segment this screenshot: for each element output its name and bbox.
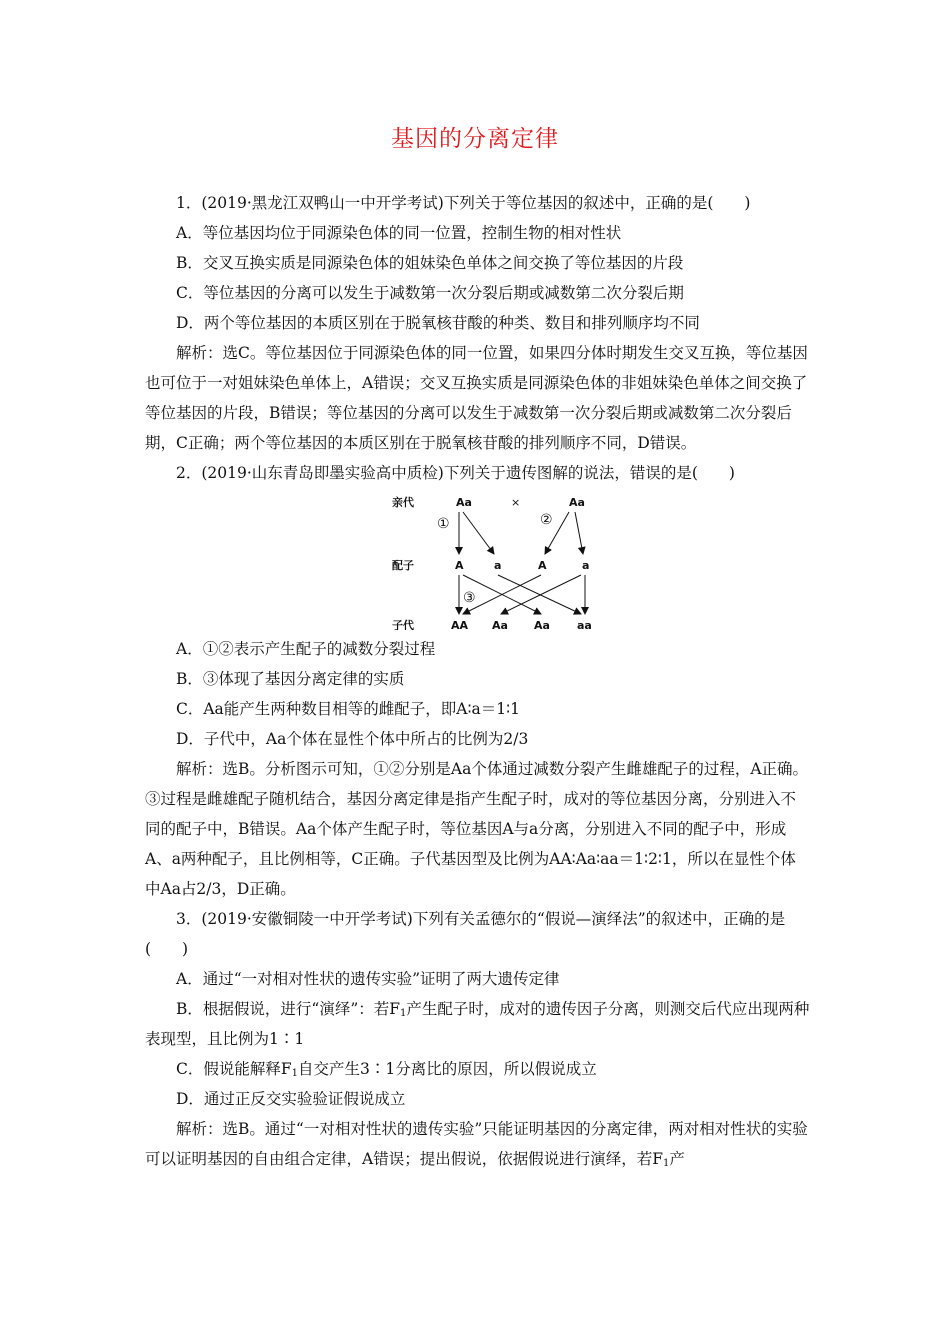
arrow-parent-left-to-a xyxy=(463,512,494,554)
document-body xyxy=(145,188,810,1174)
mark-1: ① xyxy=(437,516,450,532)
question-1-option-c: C．等位基因的分离可以发生于减数第一次分裂后期或减数第二次分裂后期 xyxy=(176,284,684,302)
question-2-option-d: D．子代中，Aa个体在显性个体中所占的比例为2/3 xyxy=(176,730,529,748)
row-label-offspring: 子代 xyxy=(392,619,414,630)
question-3-stem: 3．(2019·安徽铜陵一中开学考试)下列有关孟德尔的“假说—演绎法”的叙述中，正确的是( ) xyxy=(145,910,786,958)
genetic-cross-svg xyxy=(145,490,810,630)
question-3-option-a: A．通过“一对相对性状的遗传实验”证明了两大遗传定律 xyxy=(176,970,560,988)
parent-right: Aa xyxy=(569,496,585,509)
question-2-stem: 2．(2019·山东青岛即墨实验高中质检)下列关于遗传图解的说法，错误的是( ) xyxy=(176,464,735,482)
row-label-parents: 亲代 xyxy=(392,496,414,509)
option-b-text-2: 产生配子时，成对的遗传因子分离，则测交后代应出现两种表现型，且比例为1∶1 xyxy=(145,1000,810,1048)
page-title: 基因的分离定律 xyxy=(391,126,559,152)
mark-3: ③ xyxy=(463,590,476,606)
analysis-3-text-1: 解析：选B。通过“一对相对性状的遗传实验”只能证明基因的分离定律，两对相对性状的实验可以证明基因的自由组合定律，A错误；提出假说，依据假说进行演绎，若F xyxy=(145,1120,808,1168)
parent-left: Aa xyxy=(456,496,472,509)
question-3-option-d: D．通过正反交实验验证假说成立 xyxy=(176,1090,406,1108)
question-2-analysis: 解析：选B。分析图示可知，①②分别是Aa个体通过减数分裂产生雌雄配子的过程，A正确。③过程是雌雄配子随机结合，基因分离定律是指产生配子时，成对的等位基因分离，分别进入不同的配子中，B错误。Aa个体产生配子时，等位基因A与a分离，分别进入不同的配子中，形成A、a两种配子，且比例相等，C正确。子代基因型及比例为AA∶Aa∶aa＝1∶2∶1，所以在显性个体中Aa占2/3，D正确。 xyxy=(145,760,809,898)
row-label-gametes: 配子 xyxy=(392,559,414,572)
question-3-option-b xyxy=(145,994,810,1054)
gamete-1: A xyxy=(455,559,464,572)
option-b-text-1: B．根据假说，进行“演绎”：若F xyxy=(176,1000,400,1018)
gamete-3: A xyxy=(538,559,547,572)
analysis-3-subscript: 1 xyxy=(662,1158,670,1169)
offspring-4: aa xyxy=(577,619,592,630)
arrow-parent-right-to-a xyxy=(575,512,583,554)
question-1-option-d: D．两个等位基因的本质区别在于脱氧核苷酸的种类、数目和排列顺序均不同 xyxy=(176,314,700,332)
question-3-analysis xyxy=(145,1114,810,1174)
cross-symbol: × xyxy=(511,496,521,509)
option-c-text-1: C．假说能解释F xyxy=(176,1060,292,1078)
question-1-option-a: A．等位基因均位于同源染色体的同一位置，控制生物的相对性状 xyxy=(176,224,622,242)
gamete-4: a xyxy=(582,559,590,572)
question-1-analysis: 解析：选C。等位基因位于同源染色体的同一位置，如果四分体时期发生交叉互换，等位基因也可位于一对姐妹染色单体上，A错误；交叉互换实质是同源染色体的非姐妹染色单体之间交换了等位基因的片段，B错误；等位基因的分离可以发生于减数第一次分裂后期或减数第二次分裂后期，C正确；两个等位基因的本质区别在于脱氧核苷酸的排列顺序不同，D错误。 xyxy=(145,344,808,452)
genetic-cross-diagram xyxy=(145,490,810,630)
question-3-option-c xyxy=(145,1054,810,1084)
question-1-option-b: B．交叉互换实质是同源染色体的姐妹染色单体之间交换了等位基因的片段 xyxy=(176,254,684,272)
option-c-text-2: 自交产生3∶1分离比的原因，所以假说成立 xyxy=(298,1060,597,1078)
question-1-stem: 1．(2019·黑龙江双鸭山一中开学考试)下列关于等位基因的叙述中，正确的是( ) xyxy=(176,194,751,212)
gamete-2: a xyxy=(494,559,502,572)
offspring-1: AA xyxy=(451,619,469,630)
offspring-3: Aa xyxy=(534,619,550,630)
option-b-subscript: 1 xyxy=(400,1008,407,1019)
question-2-option-c: C．Aa能产生两种数目相等的雌配子，即A∶a＝1∶1 xyxy=(176,700,521,718)
question-2-option-b: B．③体现了基因分离定律的实质 xyxy=(176,670,405,688)
option-c-subscript: 1 xyxy=(291,1068,298,1079)
analysis-3-text-2: 产 xyxy=(669,1150,685,1168)
mark-2: ② xyxy=(540,512,553,528)
question-2-option-a: A．①②表示产生配子的减数分裂过程 xyxy=(176,640,436,658)
offspring-2: Aa xyxy=(492,619,508,630)
